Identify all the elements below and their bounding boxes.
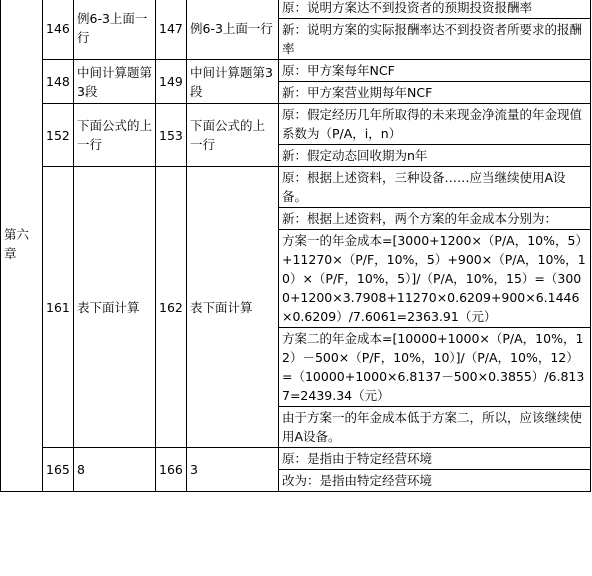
original-page-cell: 148 [43,60,74,104]
table-row [1,104,591,145]
correction-new: 新：假定动态回收期为n年 [279,145,591,167]
correction-original: 原：根据上述资料，三种设备……应当继续使用A设备。 [279,167,591,208]
original-position-cell: 8 [74,448,156,492]
new-position-cell: 表下面计算 [187,167,279,448]
correction-original: 原：说明方案达不到投资者的预期投资报酬率 [279,0,591,19]
table-row [1,0,591,19]
correction-original: 原：甲方案每年NCF [279,60,591,82]
correction-original: 原：是指由于特定经营环境 [279,448,591,470]
new-position-cell: 3 [187,448,279,492]
new-page-cell: 149 [156,60,187,104]
original-position-cell: 下面公式的上一行 [74,104,156,167]
correction-new: 新：说明方案的实际报酬率达不到投资者所要求的报酬率 [279,19,591,60]
table-row [1,448,591,470]
new-position-cell: 下面公式的上一行 [187,104,279,167]
new-position-cell: 例6-3上面一行 [187,0,279,60]
original-position-cell: 表下面计算 [74,167,156,448]
table-row [1,167,591,208]
correction-conclusion: 由于方案一的年金成本低于方案二，所以，应该继续使用A设备。 [279,407,591,448]
new-page-cell: 166 [156,448,187,492]
original-page-cell: 165 [43,448,74,492]
original-position-cell: 中间计算题第3段 [74,60,156,104]
original-page-cell: 152 [43,104,74,167]
new-page-cell: 153 [156,104,187,167]
correction-new: 改为：是指由特定经营环境 [279,470,591,492]
original-page-cell: 161 [43,167,74,448]
new-page-cell: 147 [156,0,187,60]
original-page-cell: 146 [43,0,74,60]
original-position-cell: 例6-3上面一行 [74,0,156,60]
correction-new: 新：甲方案营业期每年NCF [279,82,591,104]
correction-new: 新：根据上述资料，两个方案的年金成本分别为： [279,208,591,230]
correction-original: 原：假定经历几年所取得的未来现金净流量的年金现值系数为（P/A，i，n） [279,104,591,145]
new-page-cell: 162 [156,167,187,448]
correction-formula-plan-2: 方案二的年金成本=[10000+1000×（P/A，10%，12）－500×（P/F，10%，10）]/（P/A，10%，12）=（10000+1000×6.8137－500×0.3855）/6.8137=2439.34（元） [279,328,591,407]
new-position-cell: 中间计算题第3段 [187,60,279,104]
chapter-cell: 第六章 [1,0,43,492]
table-row [1,60,591,82]
correction-formula-plan-1: 方案一的年金成本=[3000+1200×（P/A，10%，5）+11270×（P/F，10%，5）+900×（P/A，10%，10）×（P/F，10%，5）]/（P/A，10%，15）=（3000+1200×3.7908+11270×0.6209+900×6.1446×0.6209）/7.6061=2363.91（元） [279,230,591,328]
